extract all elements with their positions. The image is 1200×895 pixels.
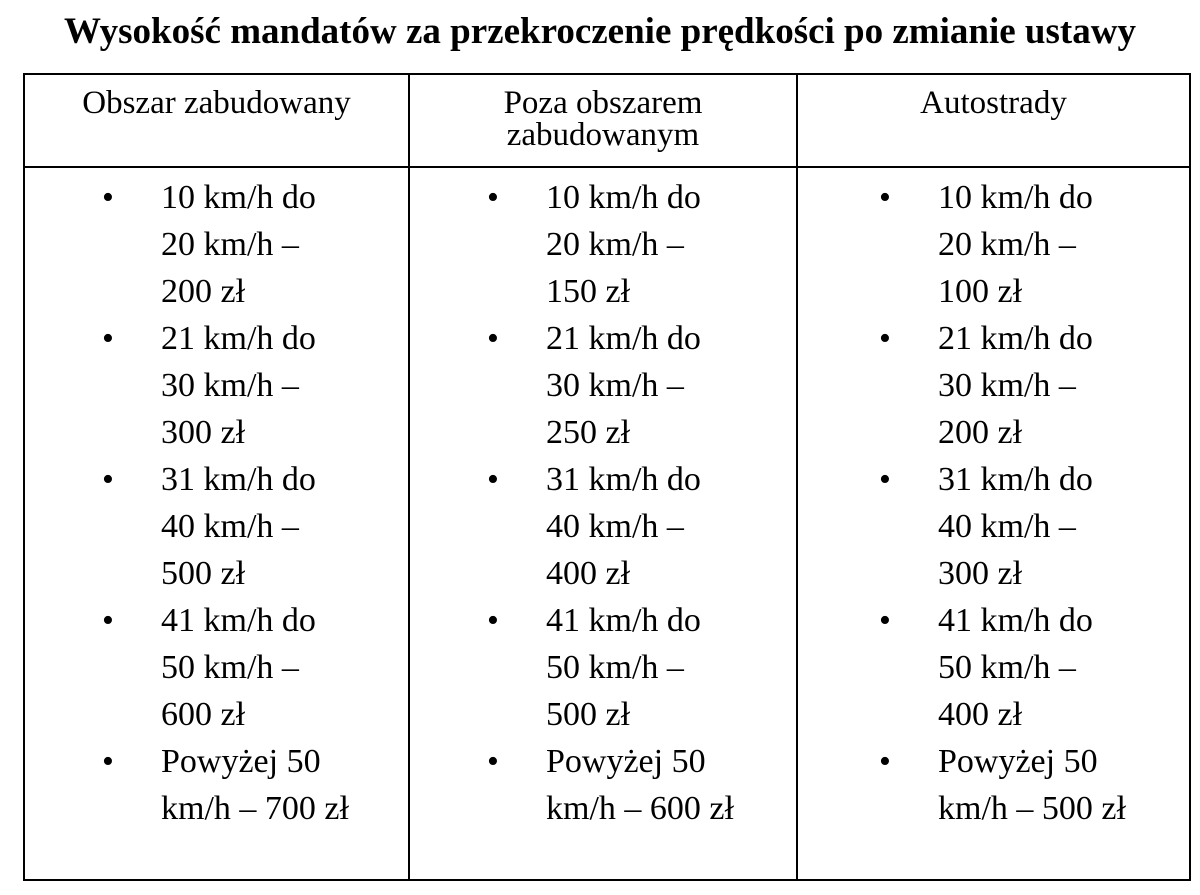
list-item bbox=[798, 456, 1189, 597]
fine-text: 31 km/h do 40 km/h – 300 zł bbox=[938, 461, 1093, 592]
list-item bbox=[25, 174, 408, 315]
fine-text: 31 km/h do 40 km/h – 400 zł bbox=[546, 461, 701, 592]
fines-list bbox=[798, 168, 1189, 832]
fines-table bbox=[23, 73, 1191, 881]
bullet-icon: • bbox=[102, 602, 114, 639]
bullet-icon: • bbox=[879, 743, 891, 780]
bullet-icon: • bbox=[879, 461, 891, 498]
list-item bbox=[798, 174, 1189, 315]
list-item bbox=[410, 174, 796, 315]
list-item bbox=[798, 738, 1189, 832]
bullet-icon: • bbox=[487, 179, 499, 216]
list-item bbox=[410, 315, 796, 456]
list-item bbox=[25, 456, 408, 597]
column-cell-built-up-area bbox=[24, 167, 409, 880]
fine-text: 41 km/h do 50 km/h – 400 zł bbox=[938, 602, 1093, 733]
fines-list bbox=[410, 168, 796, 832]
column-header-outside-built-up-area-line2: zabudowanym bbox=[506, 117, 700, 153]
bullet-icon: • bbox=[879, 320, 891, 357]
fine-text: 10 km/h do 20 km/h – 150 zł bbox=[546, 179, 701, 310]
list-item bbox=[25, 315, 408, 456]
fine-text: 41 km/h do 50 km/h – 600 zł bbox=[161, 602, 316, 733]
list-item bbox=[798, 597, 1189, 738]
fine-text: Powyżej 50 km/h – 700 zł bbox=[161, 743, 349, 827]
bullet-icon: • bbox=[487, 320, 499, 357]
column-header-built-up-area: Obszar zabudowany bbox=[24, 74, 409, 167]
table-body-row bbox=[24, 167, 1190, 880]
column-header-motorways: Autostrady bbox=[797, 74, 1190, 167]
table-header-row bbox=[24, 74, 1190, 167]
fines-list bbox=[25, 168, 408, 832]
list-item bbox=[25, 597, 408, 738]
fine-text: Powyżej 50 km/h – 600 zł bbox=[546, 743, 734, 827]
fine-text: 41 km/h do 50 km/h – 500 zł bbox=[546, 602, 701, 733]
column-cell-outside-built-up-area bbox=[409, 167, 797, 880]
bullet-icon: • bbox=[102, 320, 114, 357]
list-item bbox=[410, 597, 796, 738]
list-item bbox=[798, 315, 1189, 456]
fine-text: 10 km/h do 20 km/h – 100 zł bbox=[938, 179, 1093, 310]
bullet-icon: • bbox=[487, 461, 499, 498]
column-header-outside-built-up-area-line1: Poza obszarem bbox=[503, 85, 703, 121]
fine-text: 21 km/h do 30 km/h – 250 zł bbox=[546, 320, 701, 451]
fine-text: 31 km/h do 40 km/h – 500 zł bbox=[161, 461, 316, 592]
bullet-icon: • bbox=[102, 461, 114, 498]
column-cell-motorways bbox=[797, 167, 1190, 880]
bullet-icon: • bbox=[487, 743, 499, 780]
bullet-icon: • bbox=[879, 602, 891, 639]
fine-text: 21 km/h do 30 km/h – 200 zł bbox=[938, 320, 1093, 451]
bullet-icon: • bbox=[879, 179, 891, 216]
column-header-outside-built-up-area bbox=[409, 74, 797, 167]
fine-text: 21 km/h do 30 km/h – 300 zł bbox=[161, 320, 316, 451]
list-item bbox=[25, 738, 408, 832]
list-item bbox=[410, 738, 796, 832]
fine-text: Powyżej 50 km/h – 500 zł bbox=[938, 743, 1126, 827]
fine-text: 10 km/h do 20 km/h – 200 zł bbox=[161, 179, 316, 310]
bullet-icon: • bbox=[102, 743, 114, 780]
page-title: Wysokość mandatów za przekroczenie prędkości po zmianie ustawy bbox=[64, 11, 1136, 52]
bullet-icon: • bbox=[102, 179, 114, 216]
bullet-icon: • bbox=[487, 602, 499, 639]
list-item bbox=[410, 456, 796, 597]
